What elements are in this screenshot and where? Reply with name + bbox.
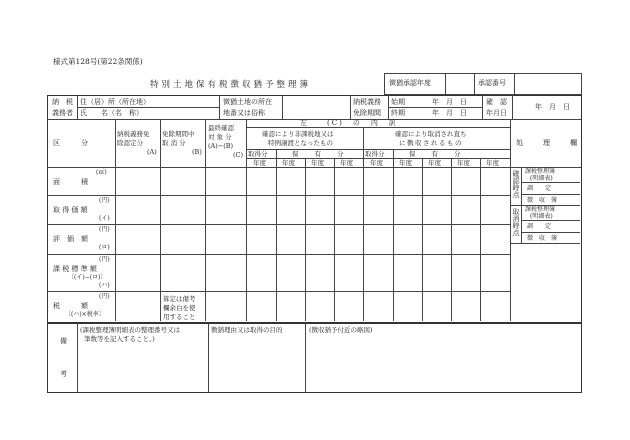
adjust-1: 調 定 (527, 185, 552, 192)
col-c-code: (C) (233, 151, 244, 159)
cost-unit: (円) (99, 197, 110, 204)
remarks-label-1: 備 (60, 337, 67, 345)
std-unit: (円) (99, 256, 110, 263)
tax-label: 税 額 (53, 302, 88, 310)
fiscal-year-1: 年度 (253, 159, 266, 167)
eval-unit: (円) (99, 226, 110, 233)
area-label: 面 積 (53, 178, 88, 186)
period-start-label: 始期 (391, 98, 405, 106)
duty-label-2: 免除期間 (353, 109, 381, 117)
fiscal-year-8: 年度 (457, 159, 470, 167)
address-label: 住（居）所（所在地） (80, 98, 150, 106)
land-location-label-1: 徴猶土地の所在 (223, 98, 272, 106)
fiscal-year-6: 年度 (399, 159, 412, 167)
fiscal-year-2: 年度 (282, 159, 295, 167)
collect-2: 徴 収 簿 (527, 235, 558, 242)
remarks-note-c: (徴収猶予付近の略図) (309, 326, 373, 334)
taxpayer-label-1: 納 税 (52, 98, 73, 106)
col-a-code: (A) (147, 148, 157, 156)
cancel-time-label: 取消時点 (512, 208, 520, 236)
confirm-date: 年 月 日 (535, 103, 570, 111)
col-b-line-2: 取 消 分 (162, 139, 186, 147)
col-c-formula: (A)−(B) (208, 142, 234, 150)
std-code: (ハ) (99, 282, 110, 289)
remarks-label-2: 考 (60, 370, 67, 378)
name-label: 氏 名（名 称） (80, 109, 143, 117)
col-c-line-2: 対 象 分 (208, 133, 232, 141)
col-b-line-1: 免除期間中 (162, 130, 195, 138)
remarks-note-b: 徴猶理由又は取得の目的 (211, 326, 283, 334)
period-end-date: 年 月 日 (432, 109, 467, 117)
cost-label: 取 得 価 額 (53, 206, 88, 214)
confirm-label-1: 確 認 (486, 98, 507, 106)
ledger-1-line-1: 課税整理簿 (525, 168, 556, 175)
remarks-header: 処 理 欄 (516, 139, 579, 147)
std-label: 課 税 標 準 額 (53, 265, 97, 273)
col-a-line-1: 納税義務免 (117, 130, 150, 138)
col-a-line-2: 除認定分 (117, 139, 143, 147)
period-start-date: 年 月 日 (432, 98, 467, 106)
tax-unit: (円) (99, 293, 110, 300)
period-end-label: 終期 (391, 109, 405, 117)
breakdown-header: 左 (C) の 内 訳 (300, 119, 398, 127)
fiscal-year-5: 年度 (370, 159, 383, 167)
remarks-note-a-2: 筆数等を記入すること。) (84, 335, 155, 343)
eval-code: (ロ) (99, 244, 110, 251)
form-number: 様式第128号(第22条関係) (53, 57, 143, 66)
cost-code: (イ) (99, 215, 110, 222)
eval-label: 評 価 額 (53, 235, 88, 243)
tax-formula: 〔(ハ)×税率〕 (65, 311, 105, 318)
category-header: 区 分 (53, 139, 88, 147)
ledger-1-line-2: (明細表) (530, 175, 553, 182)
land-location-label-2: 地番又は俗称 (223, 109, 265, 117)
acquired-header-1: 取得分 (248, 150, 268, 158)
confirm-time-label: 確認時点 (512, 170, 520, 198)
ledger-2-line-1: 課税整理簿 (525, 206, 556, 213)
group-1-line-2: 特例譲渡となったもの (268, 139, 333, 147)
group-2-line-2: に徴収されるもの (399, 139, 463, 147)
col-b-code: (B) (192, 148, 202, 156)
fiscal-year-9: 年度 (486, 159, 499, 167)
col-c-line-1: 最終確認 (208, 124, 234, 132)
ledger-2-line-2: (明細表) (530, 213, 553, 220)
tax-note-3: 用すること (163, 313, 196, 321)
duty-label-1: 納税義務 (353, 98, 381, 106)
tax-note-2: 欄余白を使 (163, 304, 196, 312)
fiscal-year-4: 年度 (340, 159, 353, 167)
tax-note-1: 算定は備考 (163, 295, 196, 303)
std-formula: 〔(イ)−(ロ)〕 (68, 274, 107, 281)
adjust-2: 調 定 (527, 223, 552, 230)
held-header-1: 保 有 分 (292, 150, 345, 158)
group-1-line-1: 確認により非課税地又は (262, 130, 334, 138)
fiscal-year-7: 年度 (428, 159, 441, 167)
approval-number-label: 承認番号 (478, 79, 506, 87)
fiscal-year-3: 年度 (311, 159, 324, 167)
collect-1: 徴 収 簿 (527, 197, 558, 204)
approval-year-label: 徴猶承認年度 (389, 79, 431, 87)
held-header-2: 保 有 分 (409, 150, 462, 158)
taxpayer-label-2: 義務者 (52, 109, 73, 117)
confirm-label-2: 年月日 (486, 109, 507, 117)
group-2-line-1: 確認により取消され直ち (395, 130, 467, 138)
area-unit: (㎡) (96, 169, 107, 176)
acquired-header-2: 取得分 (365, 150, 385, 158)
page-title: 特別土地保有税徴収猶予整理簿 (150, 80, 312, 90)
remarks-note-a-1: (課税整理簿明細表の整理番号又は (80, 326, 181, 334)
